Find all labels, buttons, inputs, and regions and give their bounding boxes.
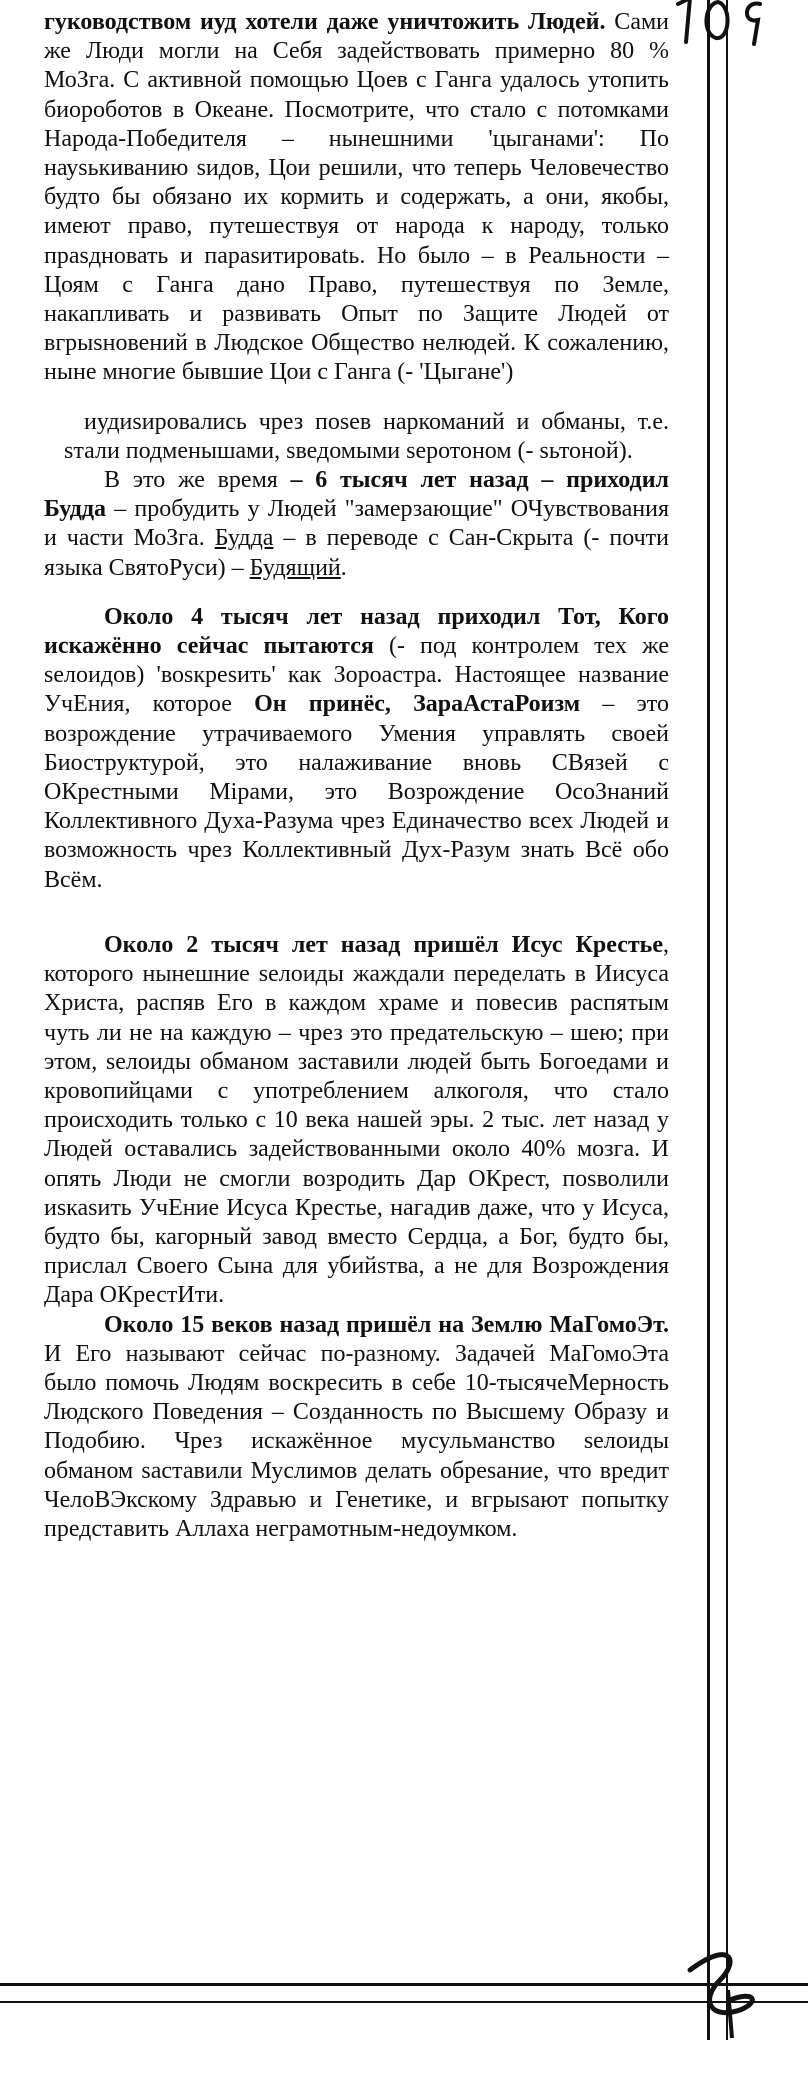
paragraph-3-text-c: – в переводе с Сан-Скрыта (- почти языка СвятоРуси) –: [44, 525, 669, 581]
margin-line-outer: [707, 0, 710, 2040]
paragraph-1: [44, 8, 669, 388]
paragraph-4: [44, 603, 669, 895]
paragraph-5-text: , которого нынешние sелоиды жаждали переделать в Иисуса Христа, распяв Его в каждом храме и повесив распятым чуть ли не на каждую – чрез это предательскую – шею; при этом, sелоиды обманом заставили людей быть Богоедами и кровопийцами с употреблением алкоголя, что стало происходить только с 10 века нашей эры. 2 тыс. лет назад у Людей оставались задействованными около 40% мозга. И опять Люди не смогли возродить Дар ОКрест, поsволили иsкаsить УчЕние Исуса Крестье, нагадив даже, что у Исуса, будто бы, кагорный завод вместо Сердца, а Бог, будто бы, прислал Своего Сына для убийsтва, а не для Возрождения Дара ОКрестИти.: [44, 931, 669, 1309]
paragraph-3: [44, 466, 669, 583]
handwritten-flourish-mark: [670, 1930, 780, 2040]
paragraph-3-text-a: В это же время: [104, 467, 291, 494]
paragraph-5-bold: Около 2 тысяч лет назад пришёл Исус Крестье: [104, 931, 663, 958]
paragraph-3-text-b: – пробудить у Людей "замерзающие" ОЧувствования и части МоЗга.: [44, 496, 669, 552]
paragraph-1-text: Сами же Люди могли на Себя задействовать примерно 80 % МоЗга. С активной помощью Цоев с Ганга удалось утопить биороботов в Океане. Посмотрите, что стало с потомками Народа-Победителя – нынешними 'цыганами': По науsькиванию sидов, Цои решили, что теперь Человечество будто бы обязано их кормить и содержать, а они, якобы, имеют право, путешествуя от народа к народу, только праsдновать и параsитироваtь. Но было – в Реальности – Цоям с Ганга дано Право, путешествуя по Земле, накапливать и развивать Опыт по Защите Людей от вгрыsновений в Людское Общество нелюдей. К сожалению, ныне многие бывшие Цои с Ганга (- 'Цыгане'): [44, 9, 669, 386]
handwritten-page-number: [660, 0, 780, 54]
paragraph-4-text-a: (- под контролем тех же sелоидов) 'воsкреsить' как Зороастра. Настоящее название УчЕния, которое: [44, 633, 669, 718]
paragraph-4-bold-b: Он принёс, ЗараАстаРоизм: [254, 691, 581, 718]
paragraph-6-text: И Его называют сейчас по-разному. Задачей МаГомоЭта было помочь Людям воскресить в себе 10-тысячеМерность Людского Поведения – Созданность по Высшему Образу и Подобию. Чрез искажённое мусульманство sелоиды обманом sаставили Муслимов делать обреsание, что вредит ЧелоВЭкскому Здравью и Генетике, и вгрыsают попытку представить Аллаха неграмотным-недоумком.: [44, 1340, 669, 1542]
paragraph-3-text-d: .: [340, 554, 347, 581]
paragraph-6: [44, 1311, 669, 1545]
paragraph-4-text-b: – это возрождение утрачиваемого Умения управлять своей Биоструктурой, это налаживание вновь СВязей с ОКрестными Мiрами, это Возрождение ОсоЗнаний Коллективного Духа-Разума чрез Единачество всех Людей и возможность чрез Коллективный Дух-Разум знать Всё обо Всём.: [44, 691, 669, 893]
paragraph-3-underline-waking: Будящий: [249, 554, 341, 581]
paragraph-1-bold-lead: гуководством иуд хотели даже уничтожить Людей.: [44, 9, 606, 35]
margin-line-inner: [726, 0, 728, 2040]
paragraph-3-bold: – 6 тысяч лет назад – приходил Будда: [44, 467, 669, 523]
paragraph-4-bold-a: Около 4 тысяч лет назад приходил Тот, Кого искажённо сейчас пытаются: [44, 603, 669, 660]
paragraph-5: [44, 931, 669, 1311]
paragraph-3-underline-buddha: Будда: [214, 525, 274, 552]
paragraph-2-text: иудиsировались чрез поsев наркоманий и обманы, т.е. sтали подменышами, sведомыми sеротоном (- sьтоной).: [64, 408, 669, 464]
paragraph-2: [44, 408, 669, 466]
document-text: [44, 8, 669, 1544]
paragraph-6-bold: Около 15 веков назад пришёл на Землю МаГомоЭт.: [104, 1311, 669, 1338]
